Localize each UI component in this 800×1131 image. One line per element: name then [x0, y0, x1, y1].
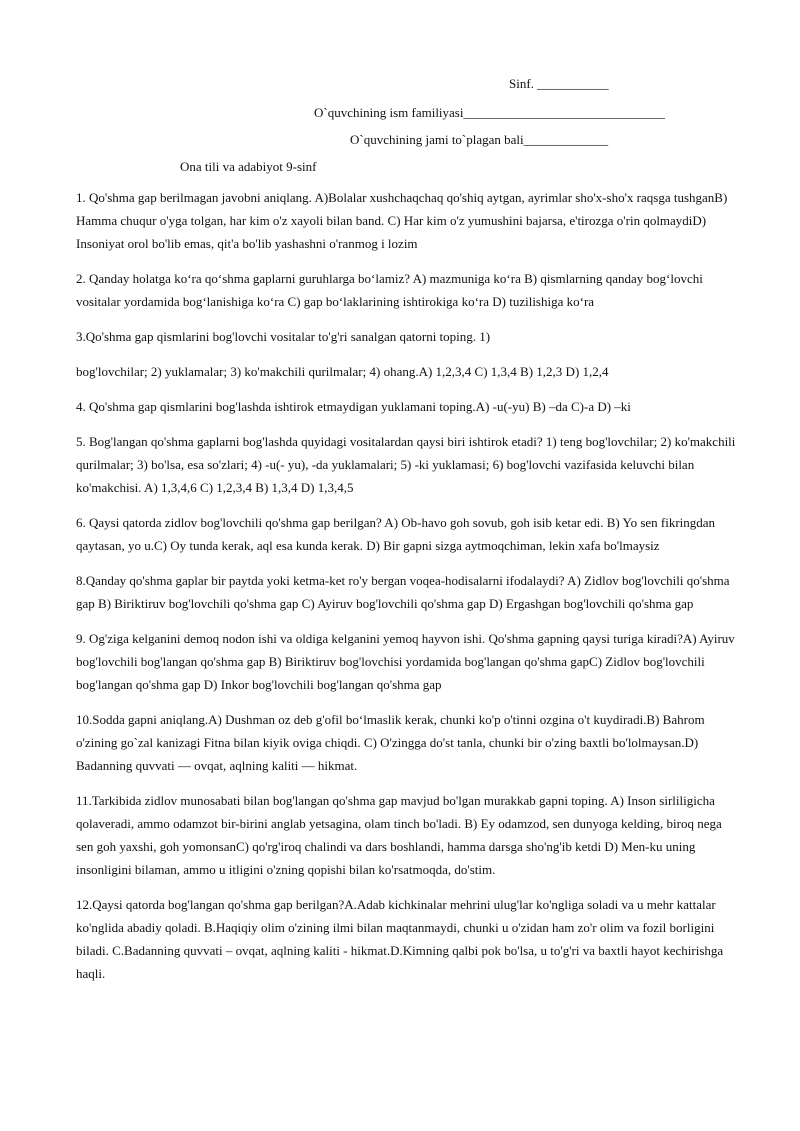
question-2: 2. Qanday holatga koʻra qoʻshma gaplarni guruhlarga boʻlamiz? A) mazmuniga koʻra B) qismlarning qanday bogʻlovchi vositalar yordamida bogʻlanishiga koʻra C) gap boʻlaklarining ishtirokiga koʻra D) tuzilishiga koʻra: [76, 271, 703, 309]
question-list: [76, 186, 742, 997]
question-3: 3.Qo'shma gap qismlarini bog'lovchi vositalar to'g'ri sanalgan qatorni toping. 1): [76, 329, 491, 344]
question-1: 1. Qo'shma gap berilmagan javobni aniqlang. A)Bolalar xushchaqchaq qo'shiq aytgan, ayrimlar sho'x-sho'x raqsga tushganB) Hamma chuqur o'yga tolgan, har kim o'z xayoli bilan band. C) Har kim o'z yumushini bajarsa, e'tirozga o'rin qolmaydiD) Insoniyat orol bo'lib emas, qit'a bo'lib yashashni o'ranmog i lozim: [76, 190, 728, 251]
question-3-continued: bog'lovchilar; 2) yuklamalar; 3) ko'makchili qurilmalar; 4) ohang.A) 1,2,3,4 C) 1,3,4 B) 1,2,3 D) 1,2,4: [76, 364, 609, 379]
question-9: 9. Og'ziga kelganini demoq nodon ishi va oldiga kelganini yemoq hayvon ishi. Qo'shma gapning qaysi turiga kiradi?A) Ayiruv bog'lovchili bog'langan qo'shma gap B) Biriktiruv bog'lovchisi yordamida bog'langan qo'shma gapC) Zidlov bog'lovchili bog'langan qo'shma gap D) Inkor bog'lovchili bog'langan qo'shma gap: [76, 631, 735, 692]
question-5: 5. Bog'langan qo'shma gaplarni bog'lashda quyidagi vositalardan qaysi biri ishtirok etadi? 1) teng bog'lovchilar; 2) ko'makchili qurilmalar; 3) bo'lsa, esa so'zlari; 4) -u(- yu), -da yuklamalari; 5) -ki yuklamasi; 6) bog'lovchi vazifasida keluvchi bilan ko'makchisi. A) 1,3,4,6 C) 1,2,3,4 B) 1,3,4 D) 1,3,4,5: [76, 434, 736, 495]
class-field: Sinf. ___________: [509, 76, 609, 91]
total-score-field: O`quvchining jami to`plagan bali_____________: [350, 132, 609, 147]
question-12: 12.Qaysi qatorda bog'langan qo'shma gap berilgan?A.Adab kichkinalar mehrini ulug'lar ko'ngliga soladi va u mehr kattalar ko'nglida abadiy qoladi. B.Haqiqiy olim o'zining ilmi bilan maqtanmaydi, chunki u o'zidan ham zo'r olim va fozil borligini biladi. C.Badanning quvvati – ovqat, aqlning kaliti - hikmat.D.Kimning qalbi pok bo'lsa, u to'g'ri va baxtli hayot kechirishga haqli.: [76, 897, 724, 981]
subject-title: Ona tili va adabiyot 9-sinf: [180, 159, 317, 174]
question-4: 4. Qo'shma gap qismlarini bog'lashda ishtirok etmaydigan yuklamani toping.A) -u(-yu) B) –da C)-a D) –ki: [76, 399, 631, 414]
student-name-field: O`quvchining ism familiyasi_______________________________: [314, 105, 665, 120]
question-10: 10.Sodda gapni aniqlang.A) Dushman oz deb g'ofil boʻlmaslik kerak, chunki ko'p o'tinni ozgina o't kuydiradi.B) Bahrom o'zining go`zal kanizagi Fitna bilan kiyik oviga chiqdi. C) O'zingga do'st tanla, chunki bir o'zing baxtli bo'lolmaysan.D) Badanning quvvati — ovqat, aqlning kaliti — hikmat.: [76, 712, 705, 773]
question-11: 11.Tarkibida zidlov munosabati bilan bog'langan qo'shma gap mavjud bo'lgan murakkab gapni toping. A) Inson sirliligicha qolaveradi, ammo odamzot bir-birini anglab yetsagina, olam tinch bo'ladi. B) Ey odamzod, sen dunyoga kelding, biroq nega sen goh yaxshi, goh yomonsanC) qo'rg'iroq chalindi va dars boshlandi, hamma darsga sho'ng'ib ketdi D) Men-ku uning insonligini bilaman, ammo u itligini o'zning qopishi bilan ko'rsatmoqda, do'stim.: [76, 793, 722, 877]
question-6: 6. Qaysi qatorda zidlov bog'lovchili qo'shma gap berilgan? A) Ob-havo goh sovub, goh isib ketar edi. B) Yo sen fikringdan qaytasan, yo u.C) Oy tunda kerak, aql esa kunda kerak. D) Bir gapni sizga aytmoqchiman, lekin xafa bo'lmaysiz: [76, 515, 716, 553]
question-8: 8.Qanday qo'shma gaplar bir paytda yoki ketma-ket ro'y bergan voqea-hodisalarni ifodalaydi? A) Zidlov bog'lovchili qo'shma gap B) Biriktiruv bog'lovchili qo'shma gap C) Ayiruv bog'lovchili qo'shma gap D) Ergashgan bog'lovchili qo'shma gap: [76, 573, 730, 611]
